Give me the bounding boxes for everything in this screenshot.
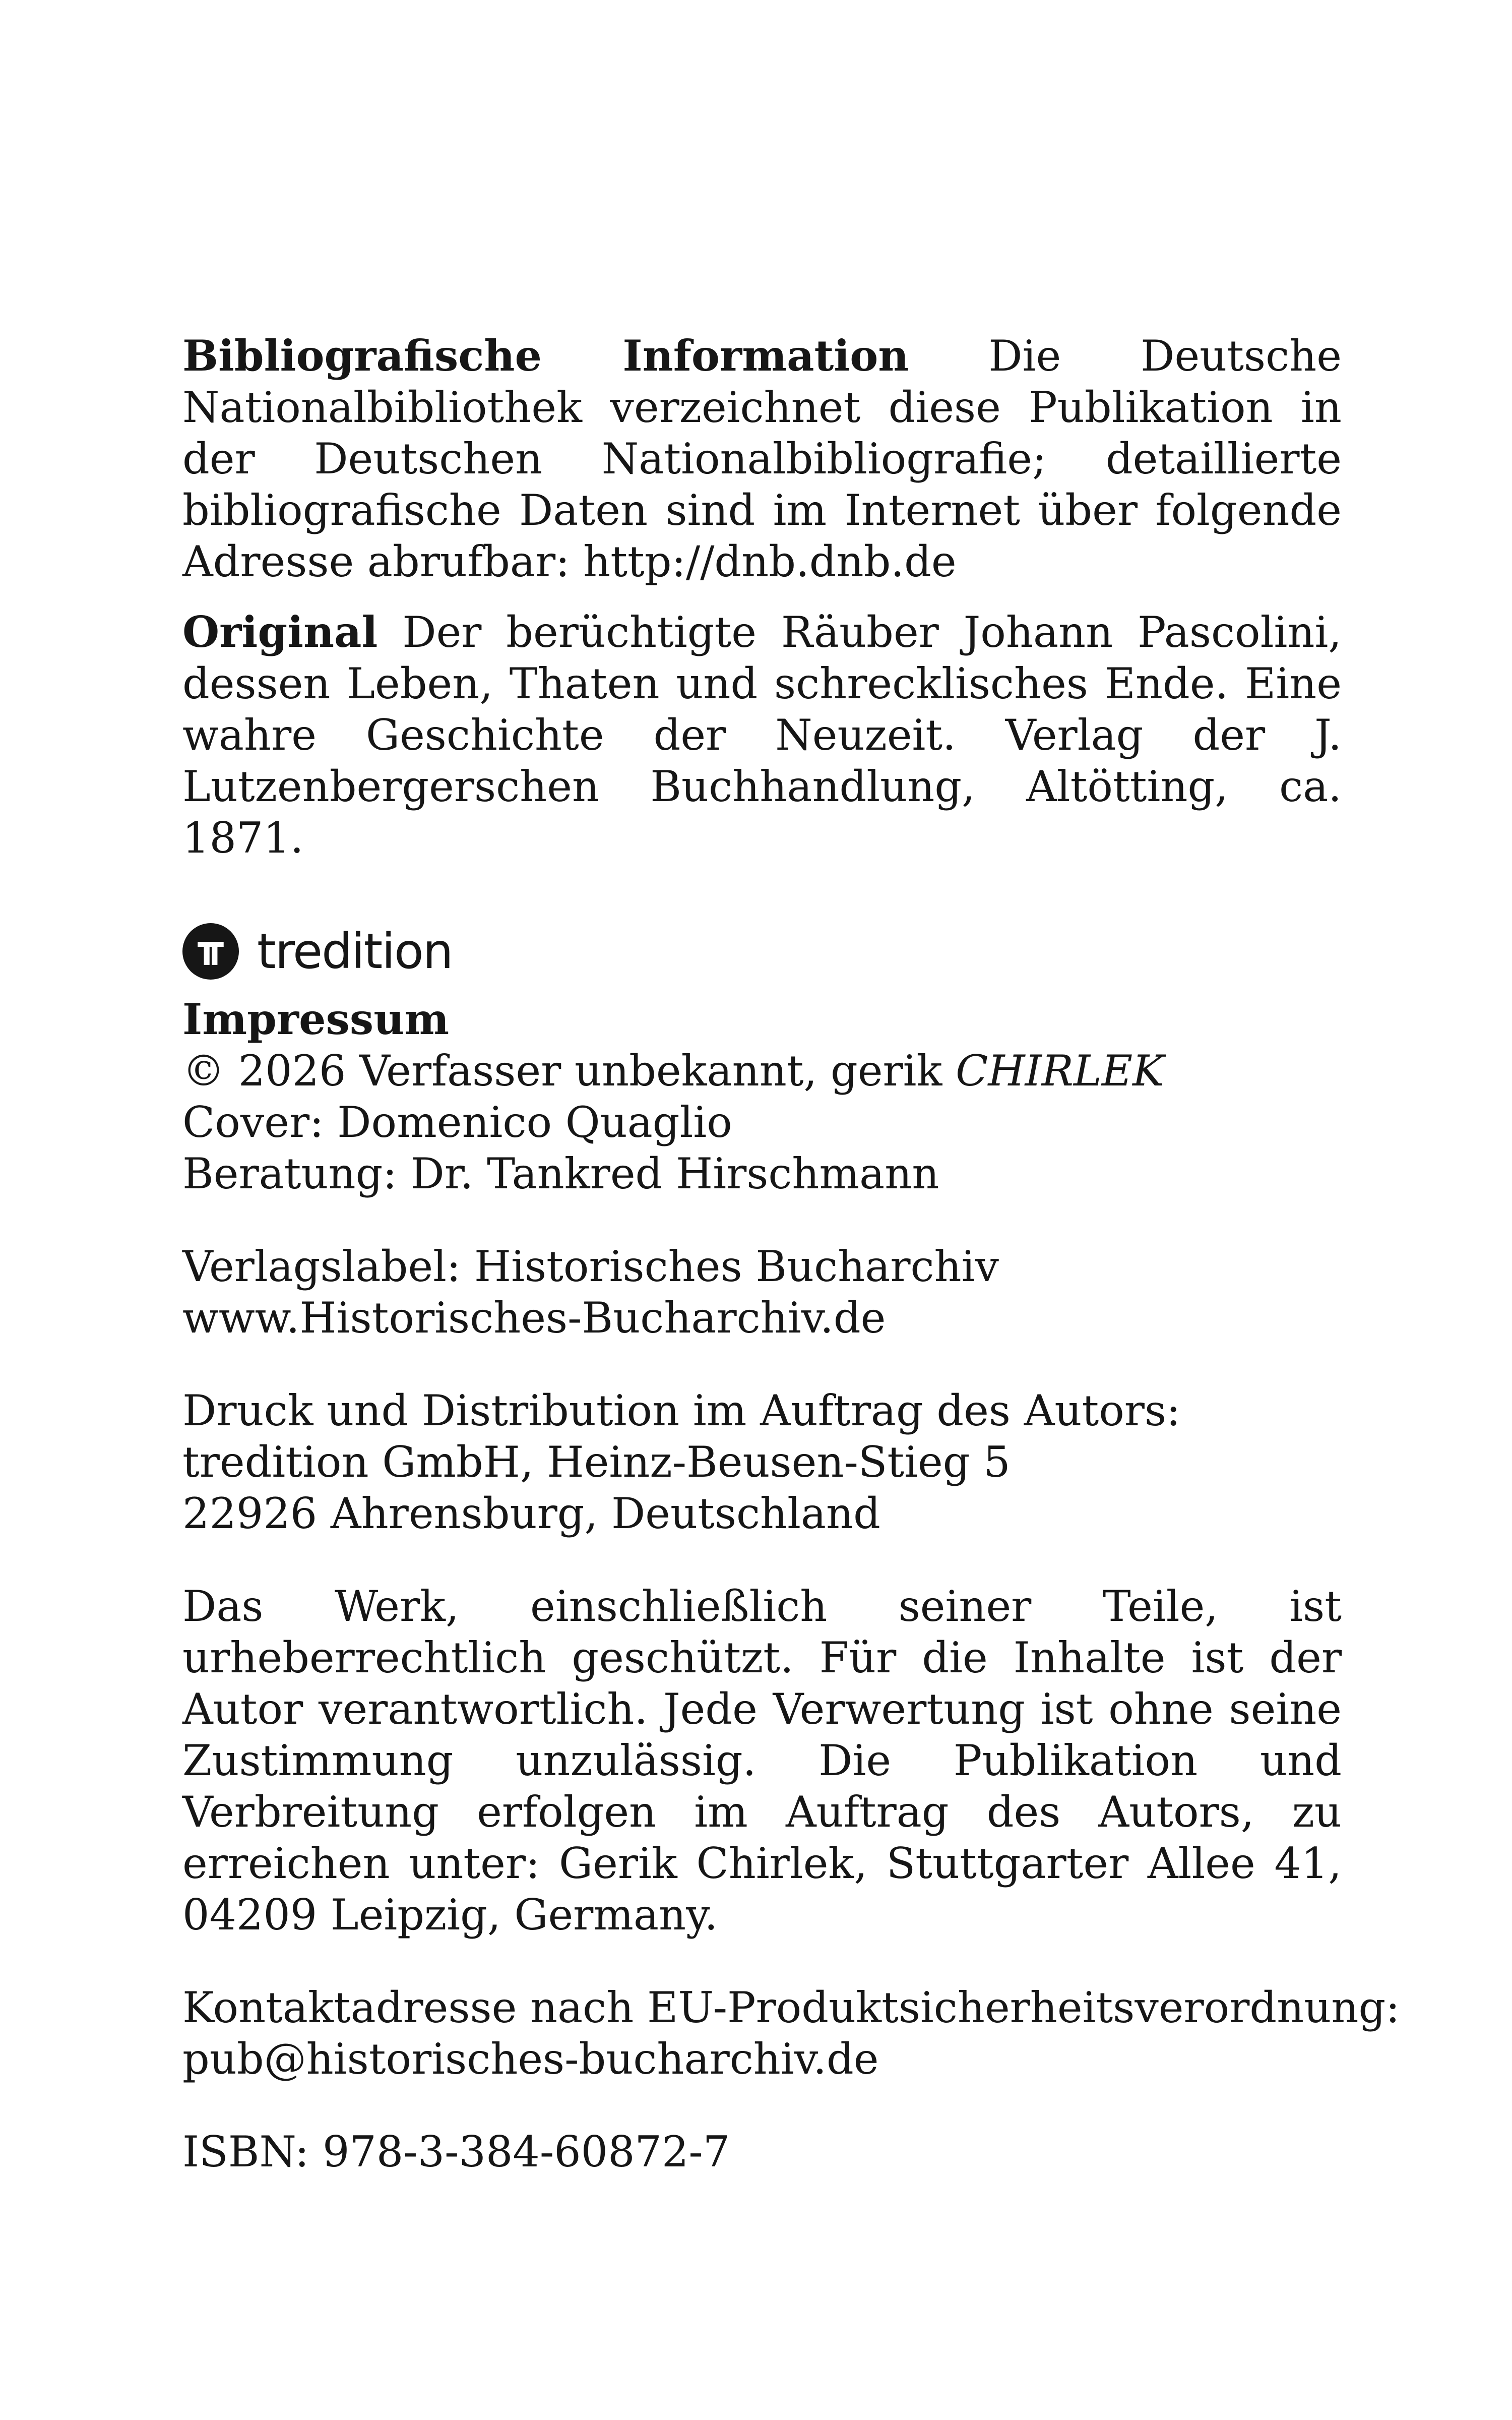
cover-credit: Cover: Domenico Quaglio	[182, 1098, 732, 1147]
print-section	[182, 1385, 1342, 1539]
author-name: CHIRLEK	[956, 1046, 1164, 1096]
contact-section	[182, 1982, 1400, 2085]
publisher-logo	[182, 919, 1342, 984]
printer-address: 22926 Ahrensburg, Deutschland	[182, 1489, 880, 1538]
original-edition	[182, 607, 1342, 864]
bibliographic-information	[182, 330, 1342, 587]
copyright-line	[182, 1045, 1342, 1097]
bibliographic-text: Die Deutsche Nationalbibliothek verzeichnet diese Publikation in der Deutschen Nationalbibliografie; detaillierte bibliografische Daten sind im Internet über folgende Adresse abrufbar: http://dnb.dnb.de	[182, 331, 1342, 586]
bibliographic-heading: Bibliografische Information	[182, 331, 909, 381]
imprint-page	[182, 330, 1400, 2177]
impressum-heading: Impressum	[182, 994, 450, 1044]
advice-credit: Beratung: Dr. Tankred Hirschmann	[182, 1149, 939, 1198]
tredition-wordmark: tredition	[257, 923, 453, 980]
isbn-section	[182, 2126, 1342, 2177]
original-text: Der berüchtigte Räuber Johann Pascolini, dessen Leben, Thaten und schrecklisches Ende. Eine wahre Geschichte der Neuzeit. Verlag der J. Lutzenbergerschen Buchhandlung, Altötting, ca. 1871.	[182, 608, 1342, 863]
contact-label: Kontaktadresse nach EU-Produktsicherheitsverordnung:	[182, 1983, 1400, 2032]
label-section	[182, 1241, 1342, 1344]
publisher-website: www.Historisches-Bucharchiv.de	[182, 1293, 886, 1343]
copyright-notice: Das Werk, einschließlich seiner Teile, ist urheberrechtlich geschützt. Für die Inhalte ist der Autor verantwortlich. Jede Verwertung ist ohne seine Zustimmung unzulässig. Die Publikation und Verbreitung erfolgen im Auftrag des Autors, zu erreichen unter: Gerik Chirlek, Stuttgarter Allee 41, 04209 Leipzig, Germany.	[182, 1582, 1342, 1940]
tredition-logo-icon	[182, 923, 239, 980]
print-distribution: Druck und Distribution im Auftrag des Autors:	[182, 1386, 1181, 1435]
isbn: ISBN: 978-3-384-60872-7	[182, 2127, 730, 2176]
impressum-section	[182, 994, 1342, 1199]
copyright-text: © 2026 Verfasser unbekannt, gerik	[182, 1046, 956, 1096]
printer-name: tredition GmbH, Heinz-Beusen-Stieg 5	[182, 1437, 1011, 1487]
contact-email: pub@historisches-bucharchiv.de	[182, 2034, 879, 2084]
original-heading: Original	[182, 607, 378, 657]
publisher-label: Verlagslabel: Historisches Bucharchiv	[182, 1242, 999, 1291]
